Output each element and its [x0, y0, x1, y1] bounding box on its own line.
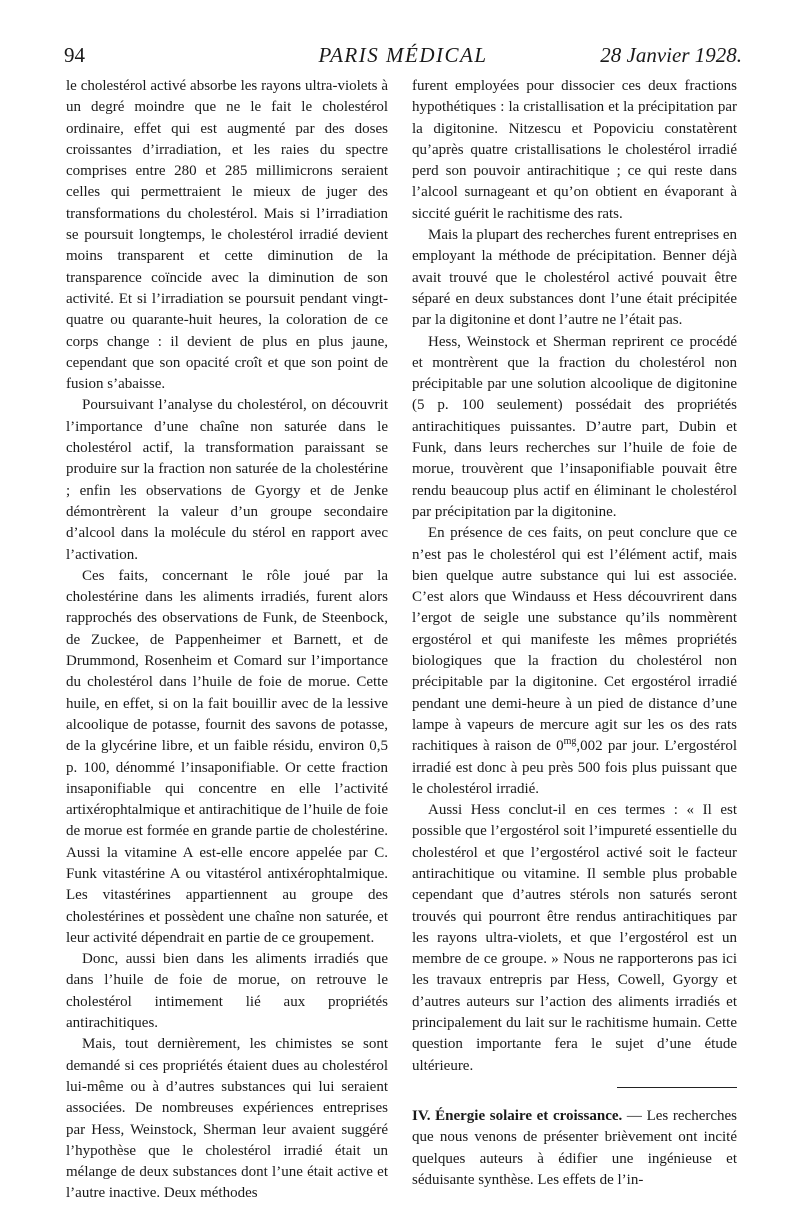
paragraph: furent employées pour dissocier ces deux fractions hypothétiques : la cristallisation et la précipitation par la digitonine. Nitzescu et Popoviciu constatèrent qu’après quatre cristallisations le cholestérol irradié perd son pouvoir antirachitique ; ce qui reste dans l’alcool surnageant et qu’on obtient en évaporant à siccité guérit le rachitisme des rats. — [412, 78, 737, 222]
running-header — [64, 40, 742, 70]
paragraph: le cholestérol activé absorbe les rayons ultra-violets à un degré moindre que ne le fait le cholestérol ordinaire, effet qui est augmenté par des doses croissantes d’irradiation, et les raies du spectre comprises entre 280 et 285 millimicrons seraient celles qui permettraient le mieux de juger des transformations du cholestérol. Mais si l’irradiation se poursuit longtemps, le cholestérol irradié devient moins transparent et cette diminution de la transparence coïncide avec la diminution de son activité. Et si l’irradiation se poursuit pendant vingt-quatre ou quarante-huit heures, la coloration de ce corps change : il devient de plus en plus jaune, cependant que son opacité croît et que son point de fusion s’abaisse. — [66, 78, 388, 393]
paragraph: Donc, aussi bien dans les aliments irradiés que dans l’huile de foie de morue, on retrouve le cholestérol intimement lié aux propriétés antirachitiques. — [66, 951, 388, 1032]
paragraph — [412, 523, 737, 800]
paragraph: Poursuivant l’analyse du cholestérol, on découvrit l’importance d’une chaîne non saturée dans le cholestérol actif, la transformation paraissant se produire sur la fraction non saturée de la cholestérine ; enfin les observations de Gyorgy et de Jenke démontrèrent la valeur d’un groupe secondaire d’alcool dans la molécule du stérol en rapport avec l’activation. — [66, 397, 388, 563]
paragraph: Mais, tout dernièrement, les chimistes se sont demandé si ces propriétés étaient dues au cholestérol lui-même ou à d’autres substances qui lui seraient associées. De nombreuses expériences entreprises par Hess, Weinstock, Sherman leur avaient suggéré l’hypothèse que le cholestérol irradié était un mélange de deux substances dont l’une était active et l’autre inactive. Deux méthodes — [66, 1036, 388, 1202]
section-paragraph — [412, 1106, 737, 1191]
paragraph: Hess, Weinstock et Sherman reprirent ce procédé et montrèrent que la fraction du cholestérol non précipitable par une solution alcoolique de digitonine (5 p. 100 seulement) possédait des propriétés antirachitiques puissantes. D’autre part, Dubin et Funk, dans leurs recherches sur l’huile de foie de morue, trouvèrent que l’insaponifiable pouvait être rendu beaucoup plus actif en éliminant le cholestérol par précipitation par la digitonine. — [412, 333, 737, 520]
section-divider — [617, 1087, 737, 1088]
paragraph-text: En présence de ces faits, on peut conclure que ce n’est pas le cholestérol qui est l’élément actif, mais bien quelque autre substance qui lui est associée. C’est alors que Windauss et Hess découvrirent dans l’ergot de seigle une substance qu’ils nommèrent ergostérol et qui manifeste les mêmes propriétés biologiques que la fraction du cholestérol non précipitable par la digitonine. Cet ergostérol irradié pendant une demi-heure à un pied de distance d’une lampe à vapeurs de mercure agit sur les os des rats rachitiques à raison de 0 — [412, 525, 737, 755]
journal-title: PARIS MÉDICAL — [318, 43, 488, 67]
right-column — [412, 76, 737, 1191]
page-number: 94 — [64, 43, 85, 67]
left-column — [66, 76, 388, 1205]
section-text: — Les recherches que nous venons de présenter brièvement ont incité quelques auteurs à édifier une ingénieuse et séduisante synthèse. Les effets de l’in- — [412, 1107, 738, 1188]
unit-superscript: mg — [563, 736, 577, 748]
section-heading: IV. Énergie solaire et croissance. — [412, 1107, 623, 1124]
paragraph-text: ,002 par jour. L’ergostérol irradié est donc à peu près 500 fois plus puissant que le cholestérol irradié. — [412, 738, 738, 797]
issue-date: 28 Janvier 1928. — [600, 43, 742, 67]
paragraph: Ces faits, concernant le rôle joué par la cholestérine dans les aliments irradiés, furent alors rapprochés des observations de Funk, de Steenbock, de Zuckee, de Pappenheimer et Barnett, et de Drummond, Rosenheim et Comard sur l’importance du cholestérol dans l’huile de foie de morue. Cette huile, en effet, si on la fait bouillir avec de la lessive alcoolique de potasse, fournit des savons de potasse, de la glycérine libre, et un faible résidu, environ 0,5 p. 100, dénommé l’insaponifiable. Or cette fraction insaponifiable qui concentre en elle l’activité artixérophtalmique et antirachitique de l’huile de foie de morue est formée en grande partie de cholestérine. Aussi la vitamine A est-elle encore appelée par C. Funk vitastérine A ou vitastérol antixérophtalmique. Les vitastérines appartiennent au groupe des cholestérines et possèdent une chaîne non saturée, et leur activité dépendrait en partie de ce groupement. — [66, 567, 388, 946]
paragraph: Mais la plupart des recherches furent entreprises en employant la méthode de précipitation. Benner déjà avait trouvé que le cholestérol activé pouvait être séparé en deux substances dont l’une était précipitée par la digitonine et dont l’autre ne l’était pas. — [412, 227, 737, 329]
paragraph: Aussi Hess conclut-il en ces termes : « Il est possible que l’ergostérol soit l’impureté essentielle du cholestérol et que l’ergostérol activé soit le facteur antirachitique ou vitamine. Il semble plus probable cependant que d’autres stérols non saturés seront trouvés qui pourront être rendus antirachitiques par les rayons ultra-violets, et que l’ergostérol est un membre de ce groupe. » Nous ne rapporterons pas ici les travaux entrepris par Hess, Cowell, Gyorgy et d’autres auteurs sur l’action des aliments irradiés et principalement du lait sur le rachitisme humain. Cette question importante fera le sujet d’une étude ultérieure. — [412, 802, 737, 1074]
